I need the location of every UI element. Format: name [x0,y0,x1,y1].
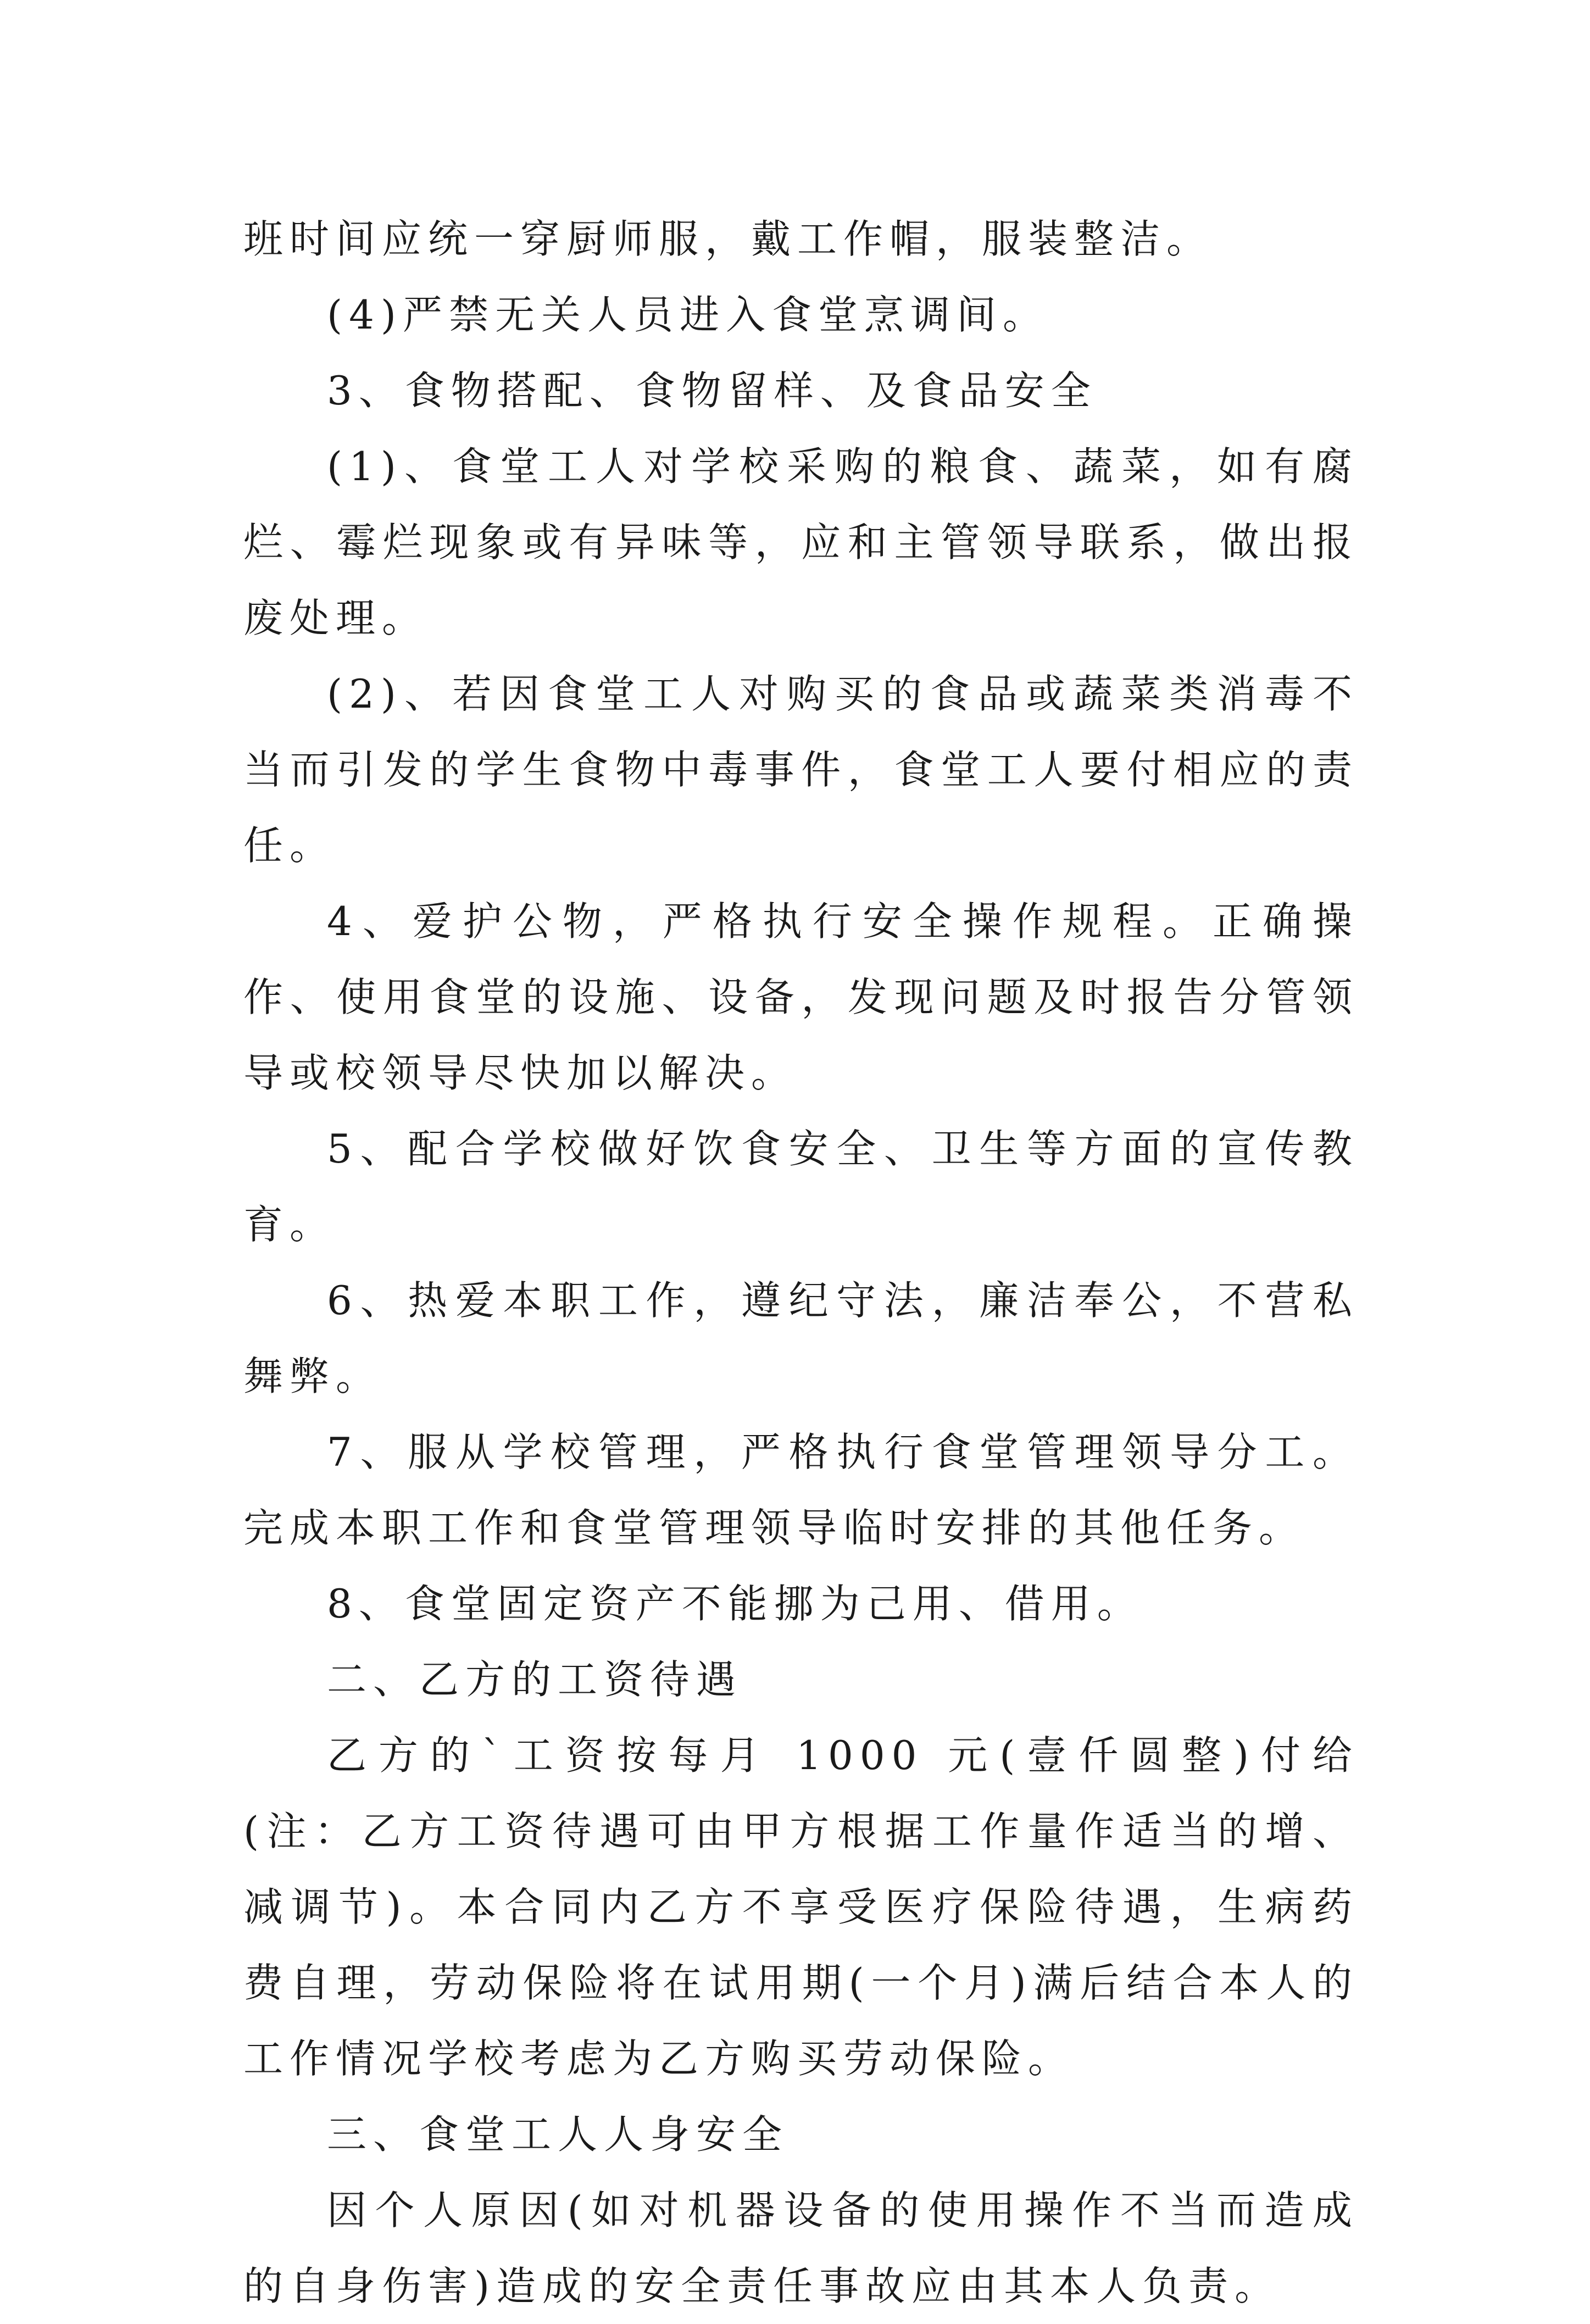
paragraph-fixed-assets: 8、食堂固定资产不能挪为己用、借用。 [327,1581,1143,1627]
paragraph-dress-code-continued: 班时间应统一穿厨师服，戴工作帽，服装整洁。 [243,216,1213,262]
paragraph-no-unauthorized-entry: (4)严禁无关人员进入食堂烹调间。 [327,292,1049,338]
paragraph-safety-education: 5、配合学校做好饮食安全、卫生等方面的宣传教育。 [243,1126,1359,1248]
paragraph-spoiled-food: (1)、食堂工人对学校采购的粮食、蔬菜，如有腐烂、霉烂现象或有异味等，应和主管领导联系，做出报废处理。 [243,443,1359,641]
section-heading-personal-safety: 三、食堂工人人身安全 [327,2111,789,2158]
section-heading-food-safety: 3、食物搭配、食物留样、及食品安全 [327,368,1097,414]
paragraph-wage-terms: 乙方的`工资按每月 1000 元(壹仟圆整)付给(注：乙方工资待遇可由甲方根据工作量作适当的增、减调节)。本合同内乙方不享受医疗保险待遇，生病药费自理，劳动保险将在试用期(一个月)满后结合本人的工作情况学校考虑为乙方购买劳动保险。 [243,1732,1359,2082]
paragraph-personal-responsibility: 因个人原因(如对机器设备的使用操作不当而造成的自身伤害)造成的安全责任事故应由其本人负责。 [243,2187,1359,2309]
document-body [243,201,1359,2324]
section-heading-wages: 二、乙方的工资待遇 [327,1656,743,1703]
paragraph-work-ethics: 6、热爱本职工作，遵纪守法，廉洁奉公，不营私舞弊。 [243,1277,1359,1399]
paragraph-management-compliance: 7、服从学校管理，严格执行食堂管理领导分工。完成本职工作和食堂管理领导临时安排的其他任务。 [243,1429,1359,1551]
paragraph-food-poisoning-liability: (2)、若因食堂工人对购买的食品或蔬菜类消毒不当而引发的学生食物中毒事件，食堂工人要付相应的责任。 [243,671,1359,869]
paragraph-equipment-care: 4、爱护公物，严格执行安全操作规程。正确操作、使用食堂的设施、设备，发现问题及时报告分管领导或校领导尽快加以解决。 [243,898,1359,1096]
